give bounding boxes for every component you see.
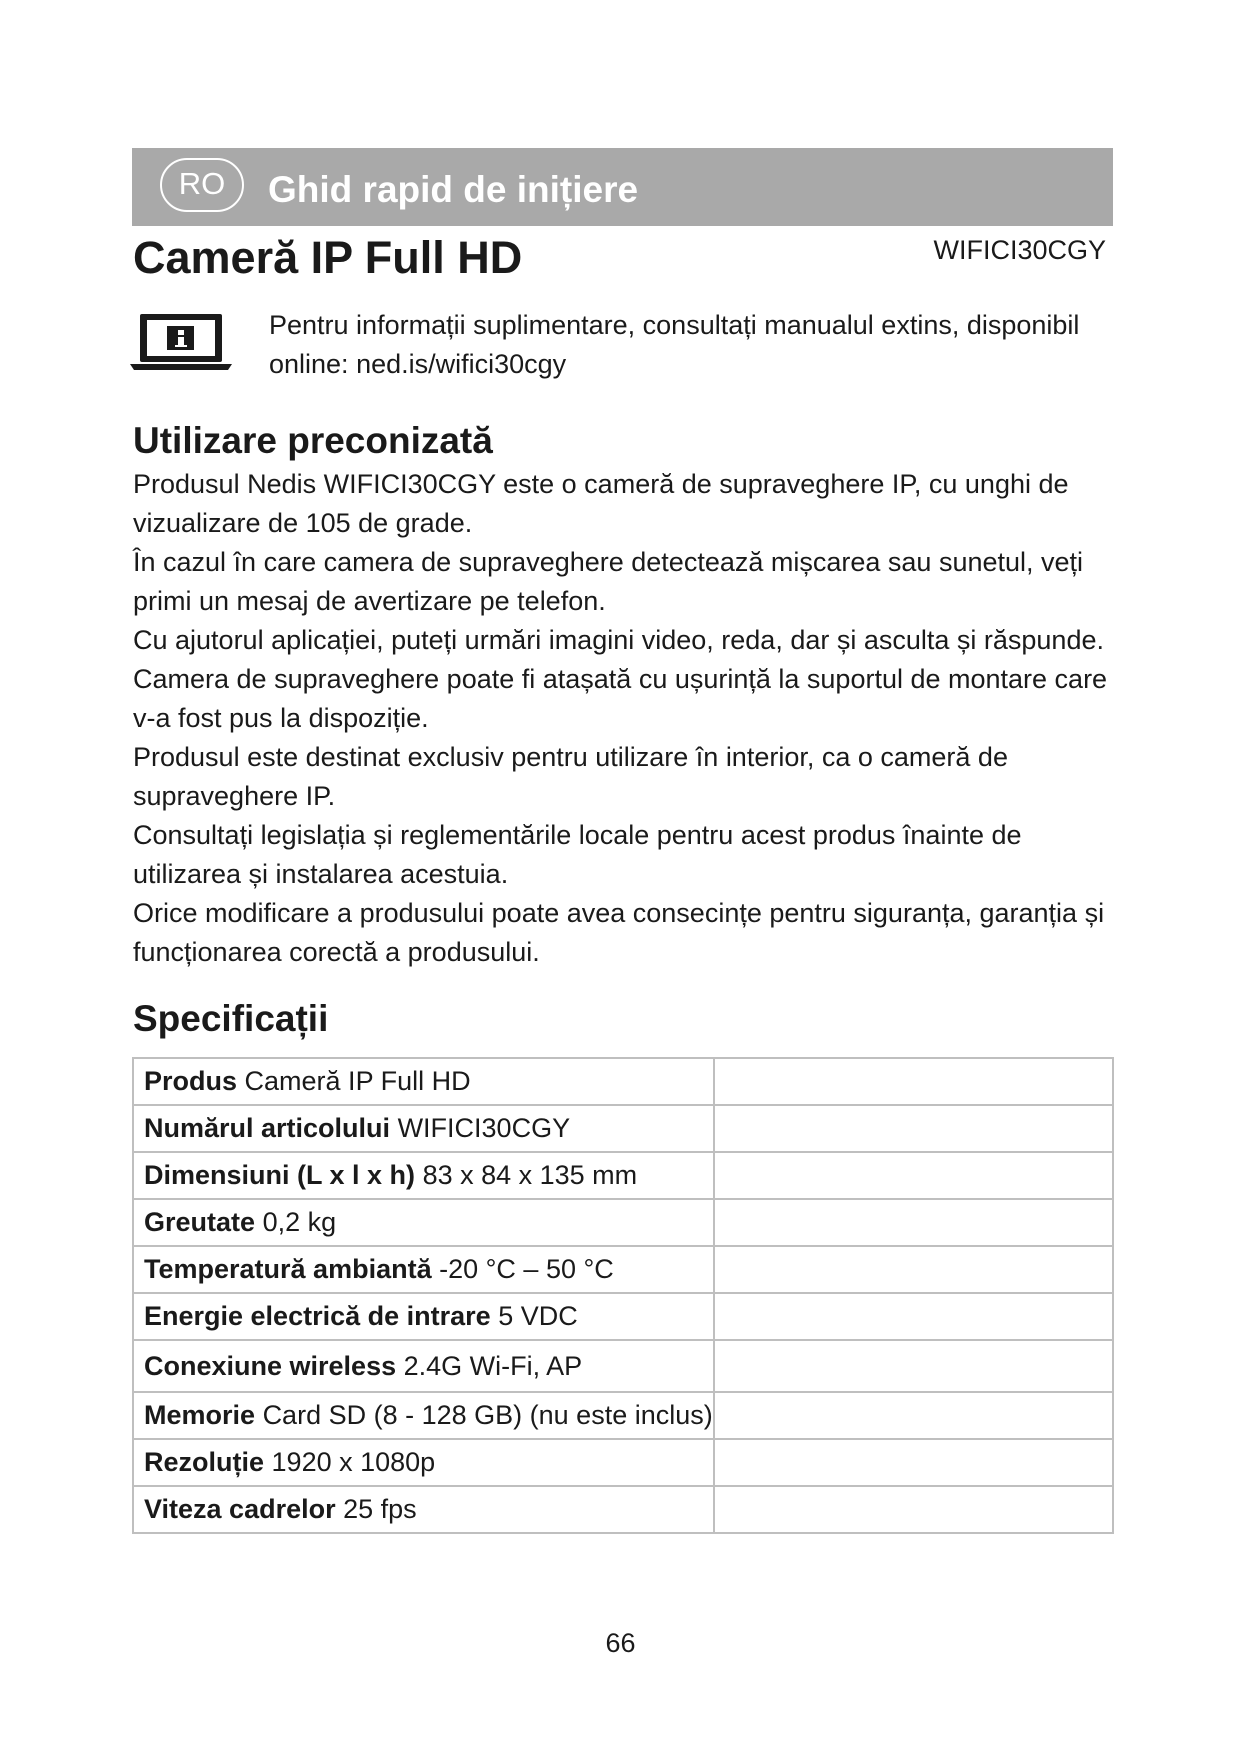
table-row [133,1058,1113,1105]
spec-value: 25 fps [343,1494,417,1524]
intended-use-paragraph: Orice modificare a produsului poate avea consecințe pentru siguranța, garanția și funcționarea corectă a produsului. [133,898,1105,967]
intended-use-paragraph: Cu ajutorul aplicației, puteți urmări imagini video, reda, dar și asculta și răspunde. [133,625,1104,655]
spec-cell [133,1105,714,1152]
table-row [133,1105,1113,1152]
table-row [133,1439,1113,1486]
table-row [133,1152,1113,1199]
spec-value: Card SD (8 - 128 GB) (nu este inclus) [262,1400,713,1430]
table-row [133,1199,1113,1246]
spec-value: 1920 x 1080p [271,1447,436,1477]
intended-use-heading: Utilizare preconizată [133,420,493,461]
spec-value: 83 x 84 x 135 mm [422,1160,638,1190]
spec-empty-cell [714,1439,1113,1486]
table-row [133,1293,1113,1340]
spec-label: Memorie [144,1400,256,1430]
spec-empty-cell [714,1058,1113,1105]
spec-label: Produs [144,1066,238,1096]
spec-cell [133,1293,714,1340]
table-row [133,1246,1113,1293]
intended-use-body [133,465,1118,972]
spec-empty-cell [714,1392,1113,1439]
spec-label: Conexiune wireless [144,1350,397,1381]
spec-cell [133,1152,714,1199]
banner-title: Ghid rapid de inițiere [268,169,639,210]
spec-label: Energie electrică de intrare [144,1301,491,1331]
spec-value: 5 VDC [498,1301,578,1331]
spec-cell [133,1199,714,1246]
spec-cell [133,1246,714,1293]
spec-value: WIFICI30CGY [397,1113,571,1143]
language-badge: RO [160,158,244,212]
spec-label: Dimensiuni (L x l x h) [144,1160,416,1190]
intended-use-paragraph: Produsul Nedis WIFICI30CGY este o cameră de supraveghere IP, cu unghi de vizualizare de 105 de grade. [133,469,1069,538]
spec-label: Greutate [144,1207,256,1237]
spec-cell [133,1439,714,1486]
spec-empty-cell [714,1486,1113,1533]
article-code: WIFICI30CGY [933,235,1106,265]
spec-value: 2.4G Wi-Fi, AP [403,1350,583,1381]
intended-use-paragraph: Camera de supraveghere poate fi atașată cu ușurință la suportul de montare care v-a fost pus la dispoziție. [133,664,1108,733]
spec-label: Viteza cadrelor [144,1494,336,1524]
spec-empty-cell [714,1152,1113,1199]
table-row [133,1392,1113,1439]
specifications-heading: Specificații [133,998,329,1039]
spec-cell [133,1486,714,1533]
spec-empty-cell [714,1293,1113,1340]
spec-empty-cell [714,1340,1113,1392]
spec-cell [133,1058,714,1105]
spec-label: Rezoluție [144,1447,265,1477]
table-row [133,1340,1113,1392]
spec-value: 0,2 kg [262,1207,337,1237]
spec-empty-cell [714,1105,1113,1152]
table-row [133,1486,1113,1533]
intended-use-paragraph: Consultați legislația și reglementările locale pentru acest produs înainte de utilizarea și instalarea acestuia. [133,820,1022,889]
info-text: Pentru informații suplimentare, consultați manualul extins, disponibil online: ned.is/wifici30cgy [269,310,1080,379]
laptop-info-icon [130,312,232,374]
spec-value: Cameră IP Full HD [244,1066,471,1096]
intended-use-paragraph: În cazul în care camera de supraveghere detectează mișcarea sau sunetul, veți primi un mesaj de avertizare pe telefon. [133,547,1084,616]
spec-label: Temperatură ambiantă [144,1254,432,1284]
page-number: 66 [605,1628,636,1658]
product-title: Cameră IP Full HD [133,232,523,283]
spec-label: Numărul articolului [144,1113,391,1143]
specifications-table [132,1057,1114,1534]
spec-empty-cell [714,1246,1113,1293]
spec-empty-cell [714,1199,1113,1246]
spec-value: -20 °C – 50 °C [439,1254,614,1284]
spec-cell [133,1392,714,1439]
intended-use-paragraph: Produsul este destinat exclusiv pentru utilizare în interior, ca o cameră de supraveghere IP. [133,742,1008,811]
spec-cell [133,1340,714,1392]
